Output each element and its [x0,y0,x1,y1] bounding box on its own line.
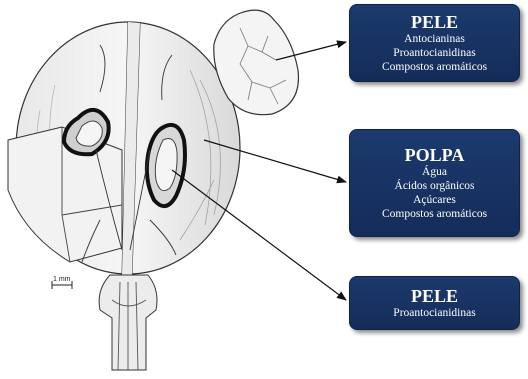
box-item: Ácidos orgânicos [394,180,475,192]
box-title: POLPA [404,145,465,165]
box-item: Água [422,166,447,178]
box-item: Proantocianidinas [393,307,476,319]
label-box-skin-top [349,4,520,82]
box-item: Antocianinas [404,33,465,45]
box-item: Compostos aromáticos [381,61,488,73]
box-item: Compostos aromáticos [381,208,488,220]
label-box-pulp [349,129,520,237]
box-title: PELE [410,12,458,32]
label-box-skin-bottom [349,276,520,330]
box-item: Proantocianidinas [393,47,476,59]
box-title: PELE [410,286,458,306]
box-item: Açúcares [413,194,456,206]
scale-label: 1 mm [53,276,71,283]
